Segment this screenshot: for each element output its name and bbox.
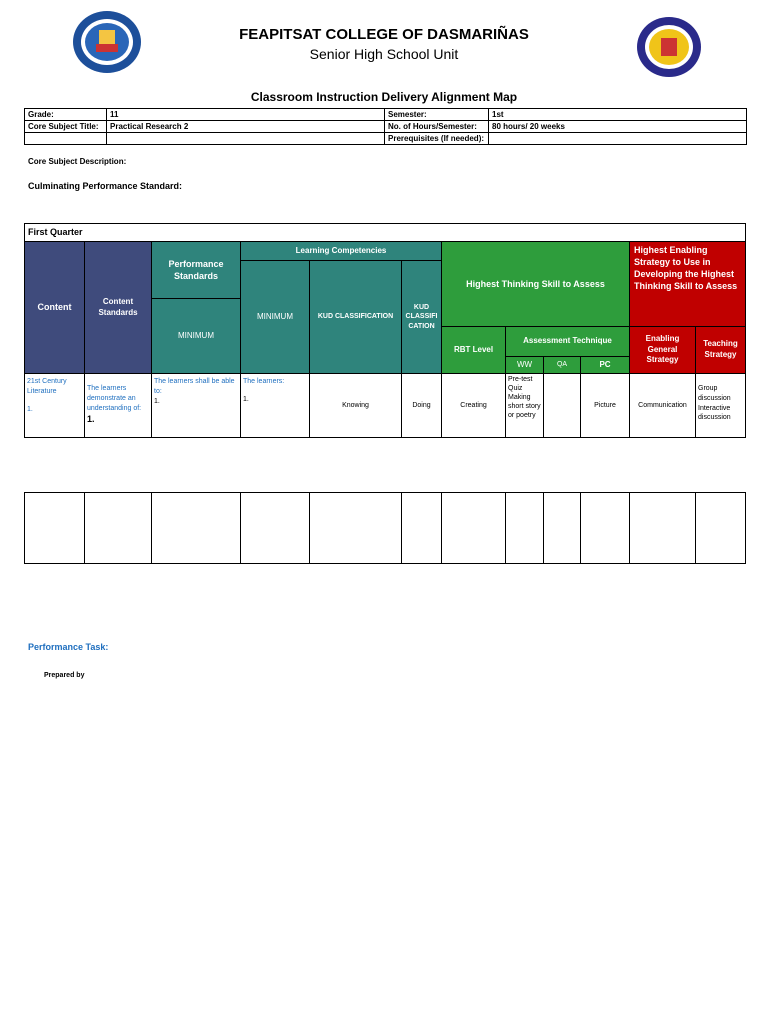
empty-cell bbox=[107, 133, 385, 145]
empty-cell bbox=[309, 492, 402, 564]
empty-cell bbox=[151, 492, 241, 564]
empty-cell bbox=[84, 492, 152, 564]
semester-label: Semester: bbox=[385, 109, 489, 121]
prereq-label: Prerequisites (If needed): bbox=[385, 133, 489, 145]
subject-label: Core Subject Title: bbox=[25, 121, 107, 133]
performance-number: 1. bbox=[154, 397, 160, 405]
hours-label: No. of Hours/Semester: bbox=[385, 121, 489, 133]
row-performance bbox=[151, 373, 241, 438]
row-teaching-strategy: Group discussion Interactive discussion bbox=[695, 373, 746, 438]
row-content bbox=[24, 373, 85, 438]
empty-cell bbox=[629, 492, 696, 564]
header-content: Content bbox=[24, 241, 85, 374]
empty-cell bbox=[240, 492, 310, 564]
quarter-label: First Quarter bbox=[28, 227, 83, 237]
header-assessment-technique: Assessment Technique bbox=[505, 326, 630, 357]
grade-value: 11 bbox=[107, 109, 385, 121]
header-kud-classification: KUD CLASSIFICATION bbox=[309, 260, 402, 374]
header-teaching-strategy: Teaching Strategy bbox=[695, 326, 746, 374]
header-enabling-general-strategy: Enabling General Strategy bbox=[629, 326, 696, 374]
competency-text: The learners: bbox=[243, 378, 285, 385]
empty-row-table bbox=[24, 492, 746, 564]
prereq-value bbox=[489, 133, 747, 145]
row-enabling-strategy: Communication bbox=[629, 373, 696, 438]
college-name: FEAPITSAT COLLEGE OF DASMARIÑAS bbox=[239, 26, 529, 43]
header-rbt-level: RBT Level bbox=[441, 326, 506, 374]
empty-cell bbox=[543, 492, 581, 564]
header-learning-competencies: Learning Competencies bbox=[240, 241, 442, 261]
content-standards-text: The learners demonstrate an understanding of: bbox=[87, 385, 142, 412]
empty-cell bbox=[24, 492, 85, 564]
culminating-standard-label: Culminating Performance Standard: bbox=[28, 181, 183, 191]
row-ww: Pre-test Quiz Making short story or poetry bbox=[505, 373, 544, 438]
row-kud-classification: Knowing bbox=[309, 373, 402, 438]
header-highest-thinking-skill: Highest Thinking Skill to Assess bbox=[441, 241, 630, 327]
header-ps-minimum: MINIMUM bbox=[151, 298, 241, 374]
hours-value: 80 hours/ 20 weeks bbox=[489, 121, 747, 133]
header-ww: WW bbox=[505, 356, 544, 374]
header-qa: QA bbox=[543, 356, 581, 374]
semester-value: 1st bbox=[489, 109, 747, 121]
row-competency bbox=[240, 373, 310, 438]
row-kud-classification-2: Doing bbox=[401, 373, 442, 438]
header-content-standards: Content Standards bbox=[84, 241, 152, 374]
row-qa bbox=[543, 373, 581, 438]
row-content-standards bbox=[84, 373, 152, 438]
empty-cell bbox=[441, 492, 506, 564]
empty-cell bbox=[25, 133, 107, 145]
content-standards-number: 1. bbox=[87, 414, 95, 425]
performance-task-label: Performance Task: bbox=[28, 642, 109, 652]
row-rbt-level: Creating bbox=[441, 373, 506, 438]
grade-label: Grade: bbox=[25, 109, 107, 121]
core-description-label: Core Subject Description: bbox=[28, 157, 127, 166]
header-lc-minimum: MINIMUM bbox=[240, 260, 310, 374]
subject-value: Practical Research 2 bbox=[107, 121, 385, 133]
quarter-row bbox=[24, 223, 746, 242]
header-pc: PC bbox=[580, 356, 630, 374]
header-highest-enabling-strategy: Highest Enabling Strategy to Use in Developing the Highest Thinking Skill to Assess bbox=[629, 241, 746, 327]
empty-cell bbox=[505, 492, 544, 564]
content-text: 21st Century Literature bbox=[27, 378, 67, 395]
empty-cell bbox=[580, 492, 630, 564]
row-pc: Picture bbox=[580, 373, 630, 438]
empty-cell bbox=[401, 492, 442, 564]
performance-text: The learners shall be able to: bbox=[154, 378, 235, 395]
unit-name: Senior High School Unit bbox=[309, 46, 459, 62]
competency-number: 1. bbox=[243, 395, 249, 403]
header-performance-standards: Performance Standards bbox=[151, 241, 241, 299]
document-title: Classroom Instruction Delivery Alignment Map bbox=[250, 90, 518, 104]
prepared-by-label: Prepared by bbox=[44, 672, 85, 679]
empty-cell bbox=[695, 492, 746, 564]
course-info-table bbox=[24, 108, 747, 145]
content-number: 1. bbox=[27, 405, 33, 413]
header-kud-classification-2: KUD CLASSIFI CATION bbox=[401, 260, 442, 374]
